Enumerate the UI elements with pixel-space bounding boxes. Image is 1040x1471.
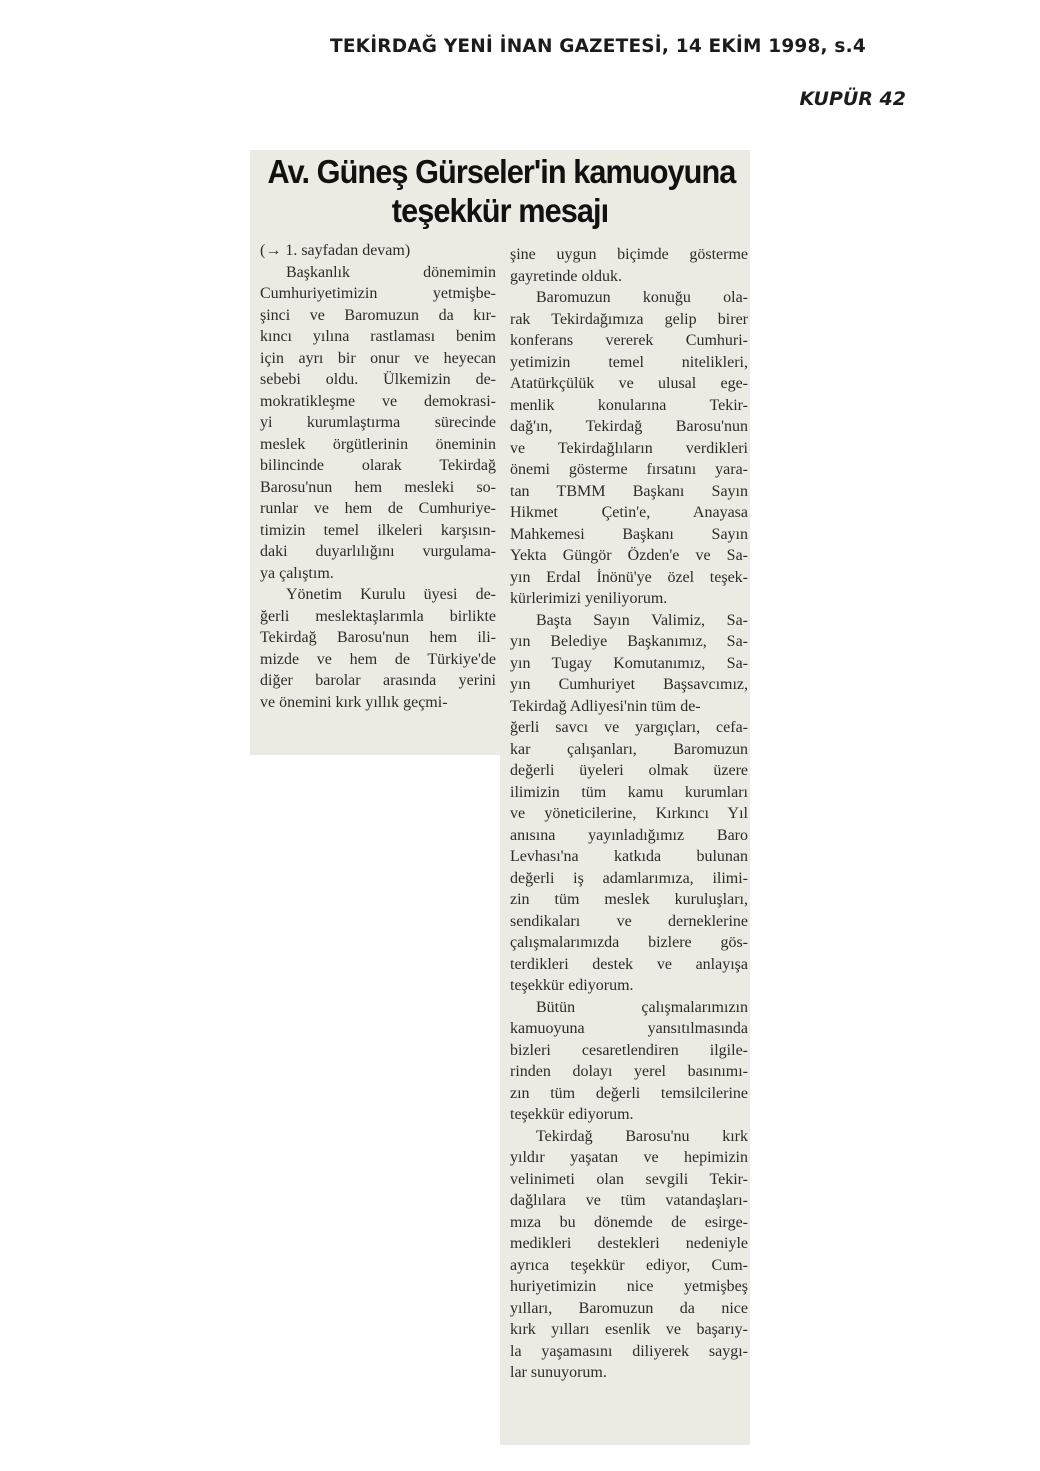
text-line: Hikmet Çetin'e, Anayasa xyxy=(510,504,748,521)
text-line: ve Tekirdağlıların verdikleri xyxy=(510,439,748,457)
text-line: yın Belediye Başkanımız, Sa- xyxy=(510,633,748,650)
text-line: lar sunuyorum. xyxy=(510,1364,607,1381)
text-line: menlik konularına Tekir- xyxy=(510,396,748,414)
text-line: kırk yılları esenlik ve başarıy- xyxy=(510,1321,748,1338)
text-line: için ayrı bir onur ve heyecan xyxy=(260,349,496,367)
text-line: runlar ve hem de Cumhuriye- xyxy=(260,500,496,517)
text-line: yın Cumhuriyet Başsavcımız, xyxy=(510,676,748,693)
text-line: kürlerimizi yeniliyorum. xyxy=(510,590,668,607)
text-line: bilincinde olarak Tekirdağ xyxy=(260,457,496,474)
text-line: ğerli meslektaşlarımla birlikte xyxy=(260,607,496,625)
text-line: bizleri cesaretlendiren ilgile- xyxy=(510,1041,748,1059)
text-line: yılları, Baromuzun da nice xyxy=(510,1299,748,1317)
text-line: Mahkemesi Başkanı Sayın xyxy=(510,525,748,543)
text-line: ilimizin tüm kamu kurumları xyxy=(510,783,748,801)
text-line: mıza bu dönemde de esirge- xyxy=(510,1213,748,1231)
newspaper-header: TEKİRDAĞ YENİ İNAN GAZETESİ, 14 EKİM 1998, s.4 xyxy=(330,36,866,57)
clipping-label: KUPÜR 42 xyxy=(799,88,906,110)
text-line: kamuoyuna yansıtılmasında xyxy=(510,1020,748,1037)
text-line: yetimizin temel nitelikleri, xyxy=(510,353,748,371)
text-line: teşekkür ediyorum. xyxy=(510,977,634,994)
text-line: ya çalıştım. xyxy=(260,564,334,582)
text-line: Başta Sayın Valimiz, Sa- xyxy=(536,611,748,629)
text-line: zin tüm meslek kuruluşları, xyxy=(510,891,748,908)
text-line: medikleri destekleri nedeniyle xyxy=(510,1235,748,1252)
text-line: Cumhuriyetimizin yetmişbe- xyxy=(260,285,496,302)
text-line: zın tüm değerli temsilcilerine xyxy=(510,1084,748,1102)
text-line: sendikaları ve derneklerine xyxy=(510,912,748,930)
text-line: rak Tekirdağımıza gelip birer xyxy=(510,310,748,328)
text-line: mokratikleşme ve demokrasi- xyxy=(260,392,496,410)
text-line: kıncı yılına rastlaması benim xyxy=(260,328,496,345)
text-line: Baromuzun konuğu ola- xyxy=(536,289,748,306)
text-line: şinci ve Baromuzun da kır- xyxy=(260,306,496,324)
article-left-column xyxy=(260,240,496,713)
text-line: ve önemini kırk yıllık geçmi- xyxy=(260,693,448,711)
text-line: ayrıca teşekkür ediyor, Cum- xyxy=(510,1256,748,1274)
text-line: Tekirdağ Barosu'nun hem ili- xyxy=(260,629,496,646)
text-line: konferans vererek Cumhuri- xyxy=(510,332,748,349)
text-line: mizde ve hem de Türkiye'de xyxy=(260,650,496,668)
text-line: rinden dolayı yerel basınımı- xyxy=(510,1063,748,1080)
text-line: değerli üyeleri olmak üzere xyxy=(510,762,748,779)
text-line: önemi gösterme fırsatını yara- xyxy=(510,461,748,478)
text-line: yın Erdal İnönü'ye özel teşek- xyxy=(510,568,748,586)
text-line: Başkanlık dönemimin xyxy=(286,263,496,281)
text-line: Tekirdağ Barosu'nu kırk xyxy=(536,1127,748,1145)
text-line: Levhası'na katkıda bulunan xyxy=(510,848,748,865)
text-line: yın Tugay Komutanımız, Sa- xyxy=(510,654,748,672)
text-line: yıldır yaşatan ve hepimizin xyxy=(510,1149,748,1166)
text-line: diğer barolar arasında yerini xyxy=(260,672,496,689)
article-title xyxy=(267,152,736,230)
text-line: anısına yayınladığımız Baro xyxy=(510,826,748,844)
text-line: tan TBMM Başkanı Sayın xyxy=(510,482,748,500)
text-line: Yekta Güngör Özden'e ve Sa- xyxy=(510,547,748,564)
text-line: Bütün çalışmalarımızın xyxy=(536,998,748,1016)
text-line: huriyetimizin nice yetmişbeş xyxy=(510,1278,748,1295)
text-line: timizin temel ilkeleri karşısın- xyxy=(260,521,496,539)
article-title-line: teşekkür mesajı xyxy=(391,192,609,229)
text-line: daki duyarlılığını vurgulama- xyxy=(260,543,496,560)
text-line: velinimeti olan sevgili Tekir- xyxy=(510,1170,748,1188)
text-line: kar çalışanları, Baromuzun xyxy=(510,740,748,758)
text-line: Tekirdağ Adliyesi'nin tüm de- xyxy=(510,697,701,715)
article-title-line: Av. Güneş Gürseler'in kamuoyuna xyxy=(267,153,736,190)
text-line: teşekkür ediyorum. xyxy=(510,1106,634,1123)
text-line: meslek örgütlerinin öneminin xyxy=(260,435,496,453)
text-line: şine uygun biçimde gösterme xyxy=(510,246,748,263)
text-line: dağ'ın, Tekirdağ Barosu'nun xyxy=(510,418,748,435)
text-line: gayretinde olduk. xyxy=(510,267,622,285)
text-line: değerli iş adamlarımıza, ilimi- xyxy=(510,869,748,887)
text-line: Atatürkçülük ve ulusal ege- xyxy=(510,375,748,392)
text-line: dağlılara ve tüm vatandaşları- xyxy=(510,1192,748,1209)
text-line: yi kurumlaştırma sürecinde xyxy=(260,414,496,431)
text-line: (→ 1. sayfadan devam) xyxy=(260,242,411,259)
text-line: ve yöneticilerine, Kırkıncı Yıl xyxy=(510,805,748,822)
article-right-column xyxy=(510,244,748,1384)
text-line: Barosu'nun hem mesleki so- xyxy=(260,478,496,496)
text-line: ğerli savcı ve yargıçları, cefa- xyxy=(510,719,748,736)
text-line: sebebi oldu. Ülkemizin de- xyxy=(260,371,496,388)
text-line: la yaşamasını diliyerek saygı- xyxy=(510,1342,748,1360)
text-line: Yönetim Kurulu üyesi de- xyxy=(286,586,496,603)
text-line: terdikleri destek ve anlayışa xyxy=(510,955,748,973)
text-line: çalışmalarımızda bizlere gös- xyxy=(510,934,748,951)
